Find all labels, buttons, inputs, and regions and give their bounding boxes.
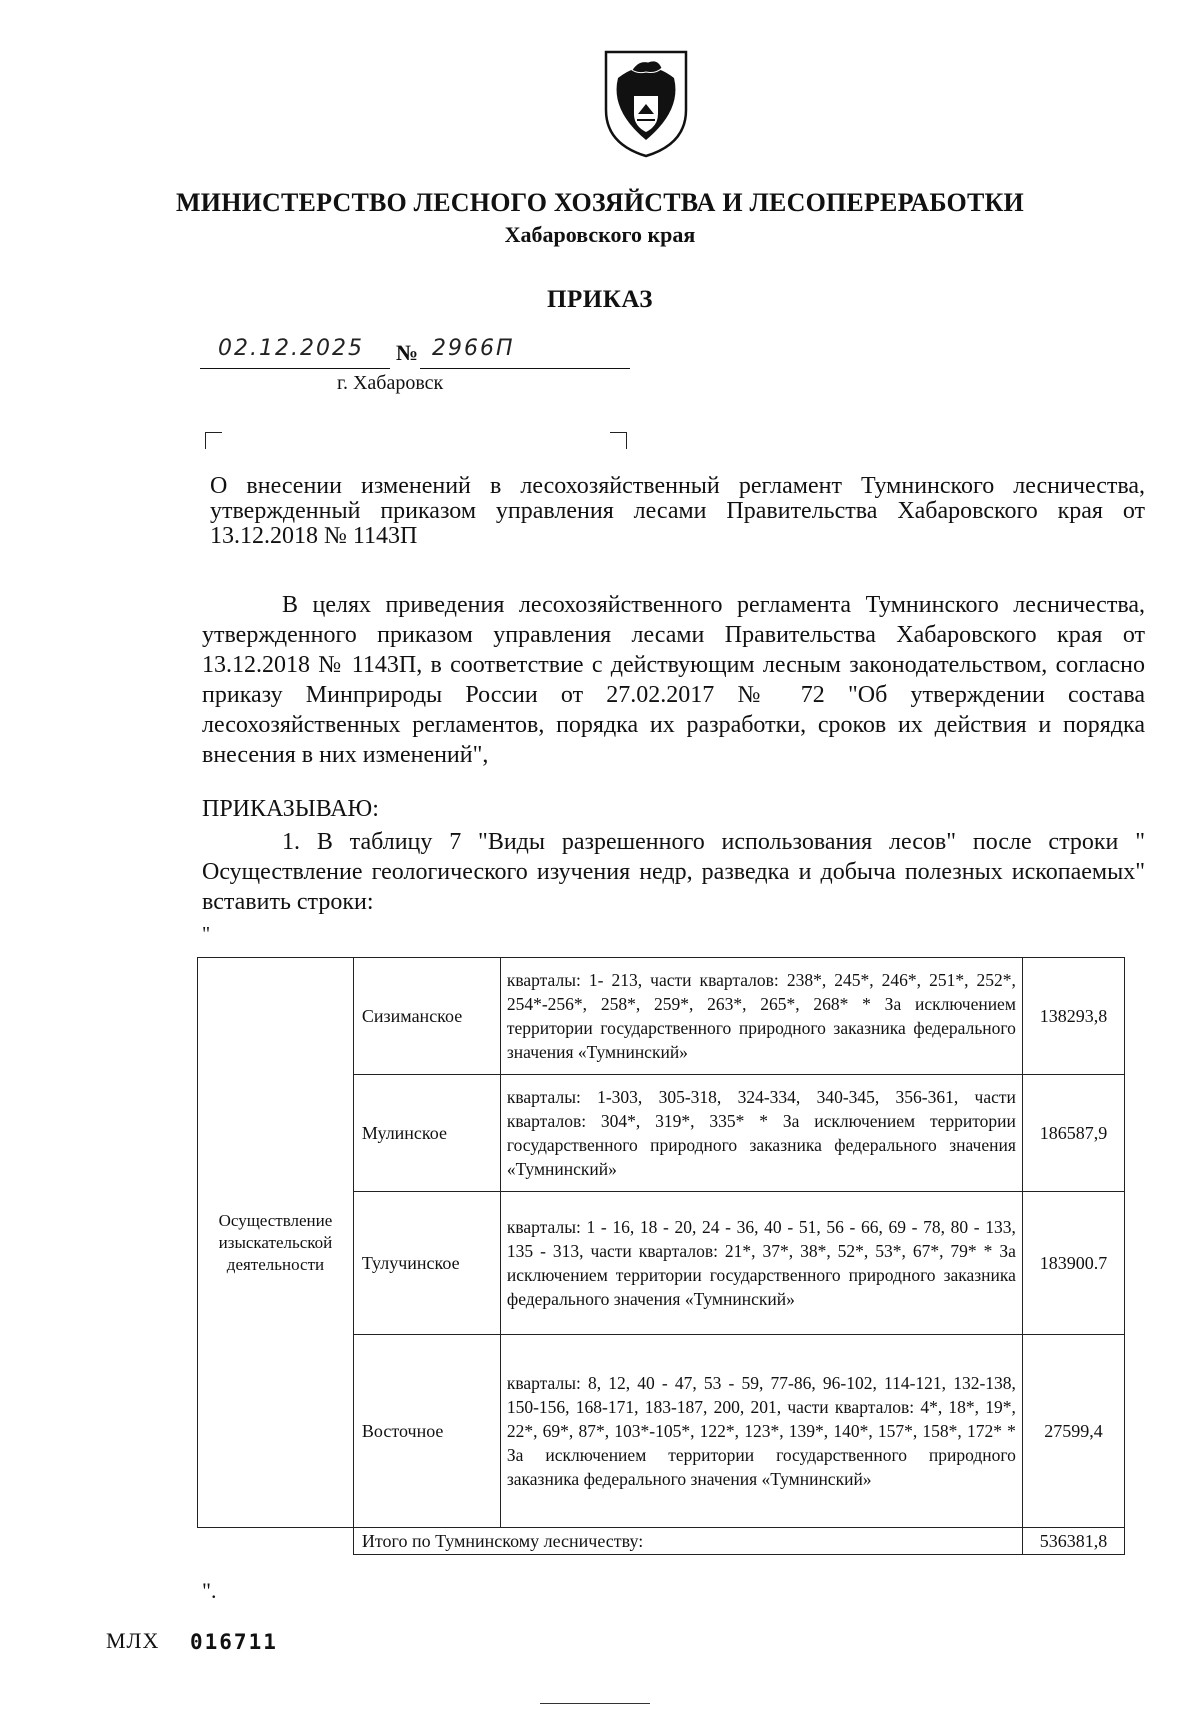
- table-row: [198, 958, 1125, 1075]
- order-subject: О внесении изменений в лесохозяйственный регламент Тумнинского лесничества, утвержденный приказом управления лесами Правительства Хабаровского края от 13.12.2018 № 1143П: [210, 473, 1145, 549]
- forestry-cell: Тулучинское: [353, 1192, 500, 1335]
- use-type-cell: Осуществление изыскательской деятельности: [198, 958, 354, 1528]
- number-underline: [420, 368, 630, 369]
- order-number: 2966П: [432, 336, 515, 361]
- forestry-cell: Сизиманское: [353, 958, 500, 1075]
- corner-mark-right: [610, 432, 627, 449]
- order-date: 02.12.2025: [218, 336, 364, 361]
- region-title: Хабаровского края: [504, 222, 696, 247]
- ministry-title: МИНИСТЕРСТВО ЛЕСНОГО ХОЗЯЙСТВА И ЛЕСОПЕРЕРАБОТКИ: [176, 188, 1024, 217]
- forestry-cell: Мулинское: [353, 1075, 500, 1192]
- empty-cell: [198, 1528, 354, 1555]
- area-cell: 138293,8: [1022, 958, 1124, 1075]
- city: г. Хабаровск: [337, 372, 444, 394]
- preamble-paragraph: В целях приведения лесохозяйственного регламента Тумнинского лесничества, утвержденного приказом управления лесами Правительства Хабаровского края от 13.12.2018 № 1143П, в соответствие с действующим лесным законодательством, согласно приказу Минприроды России от 27.02.2017 № 72 "Об утверждении состава лесохозяйственных регламентов, порядка их разработки, сроков их действия и порядка внесения в них изменений",: [202, 592, 1145, 768]
- forest-use-table: [197, 957, 1125, 1555]
- total-row: [198, 1528, 1125, 1555]
- total-value: 536381,8: [1022, 1528, 1124, 1555]
- number-sign: №: [396, 340, 419, 365]
- description-cell: кварталы: 1 - 16, 18 - 20, 24 - 36, 40 - 51, 56 - 66, 69 - 78, 80 - 133, 135 - 313, части кварталов: 21*, 37*, 38*, 52*, 53*, 67*, 79* * За исключением территории государственного природного заказника федерального значения «Тумнинский»: [500, 1192, 1022, 1335]
- quote-open: ": [202, 923, 211, 945]
- forestry-cell: Восточное: [353, 1335, 500, 1528]
- coat-of-arms-icon: [598, 48, 694, 160]
- area-cell: 186587,9: [1022, 1075, 1124, 1192]
- serial-number: 016711: [190, 1630, 278, 1654]
- serial-label: МЛХ: [106, 1628, 160, 1653]
- area-cell: 27599,4: [1022, 1335, 1124, 1528]
- description-cell: кварталы: 8, 12, 40 - 47, 53 - 59, 77-86, 96-102, 114-121, 132-138, 150-156, 168-171, 183-187, 200, 201, части кварталов: 4*, 18*, 19*, 22*, 69*, 87*, 103*-105*, 122*, 123*, 139*, 140*, 157*, 158*, 172* * За исключением территории государственного природного заказника федерального значения «Тумнинский»: [500, 1335, 1022, 1528]
- item-1-paragraph: 1. В таблицу 7 "Виды разрешенного использования лесов" после строки " Осуществление геологического изучения недр, разведка и добыча полезных ископаемых" вставить строки:: [202, 829, 1145, 915]
- quote-close: ".: [202, 1578, 217, 1603]
- command-word: ПРИКАЗЫВАЮ:: [202, 796, 379, 822]
- document-type: ПРИКАЗ: [547, 286, 653, 313]
- corner-mark-left: [205, 432, 222, 449]
- date-underline: [200, 368, 390, 369]
- total-label: Итого по Тумнинскому лесничеству:: [353, 1528, 1022, 1555]
- area-cell: 183900.7: [1022, 1192, 1124, 1335]
- description-cell: кварталы: 1-303, 305-318, 324-334, 340-345, 356-361, части кварталов: 304*, 319*, 335* * За исключением территории государственного природного заказника федерального значения «Тумнинский»: [500, 1075, 1022, 1192]
- description-cell: кварталы: 1- 213, части кварталов: 238*, 245*, 246*, 251*, 252*, 254*-256*, 258*, 259*, 263*, 265*, 268* * За исключением территории государственного природного заказника федерального значения «Тумнинский»: [500, 958, 1022, 1075]
- bottom-rule: [540, 1703, 650, 1704]
